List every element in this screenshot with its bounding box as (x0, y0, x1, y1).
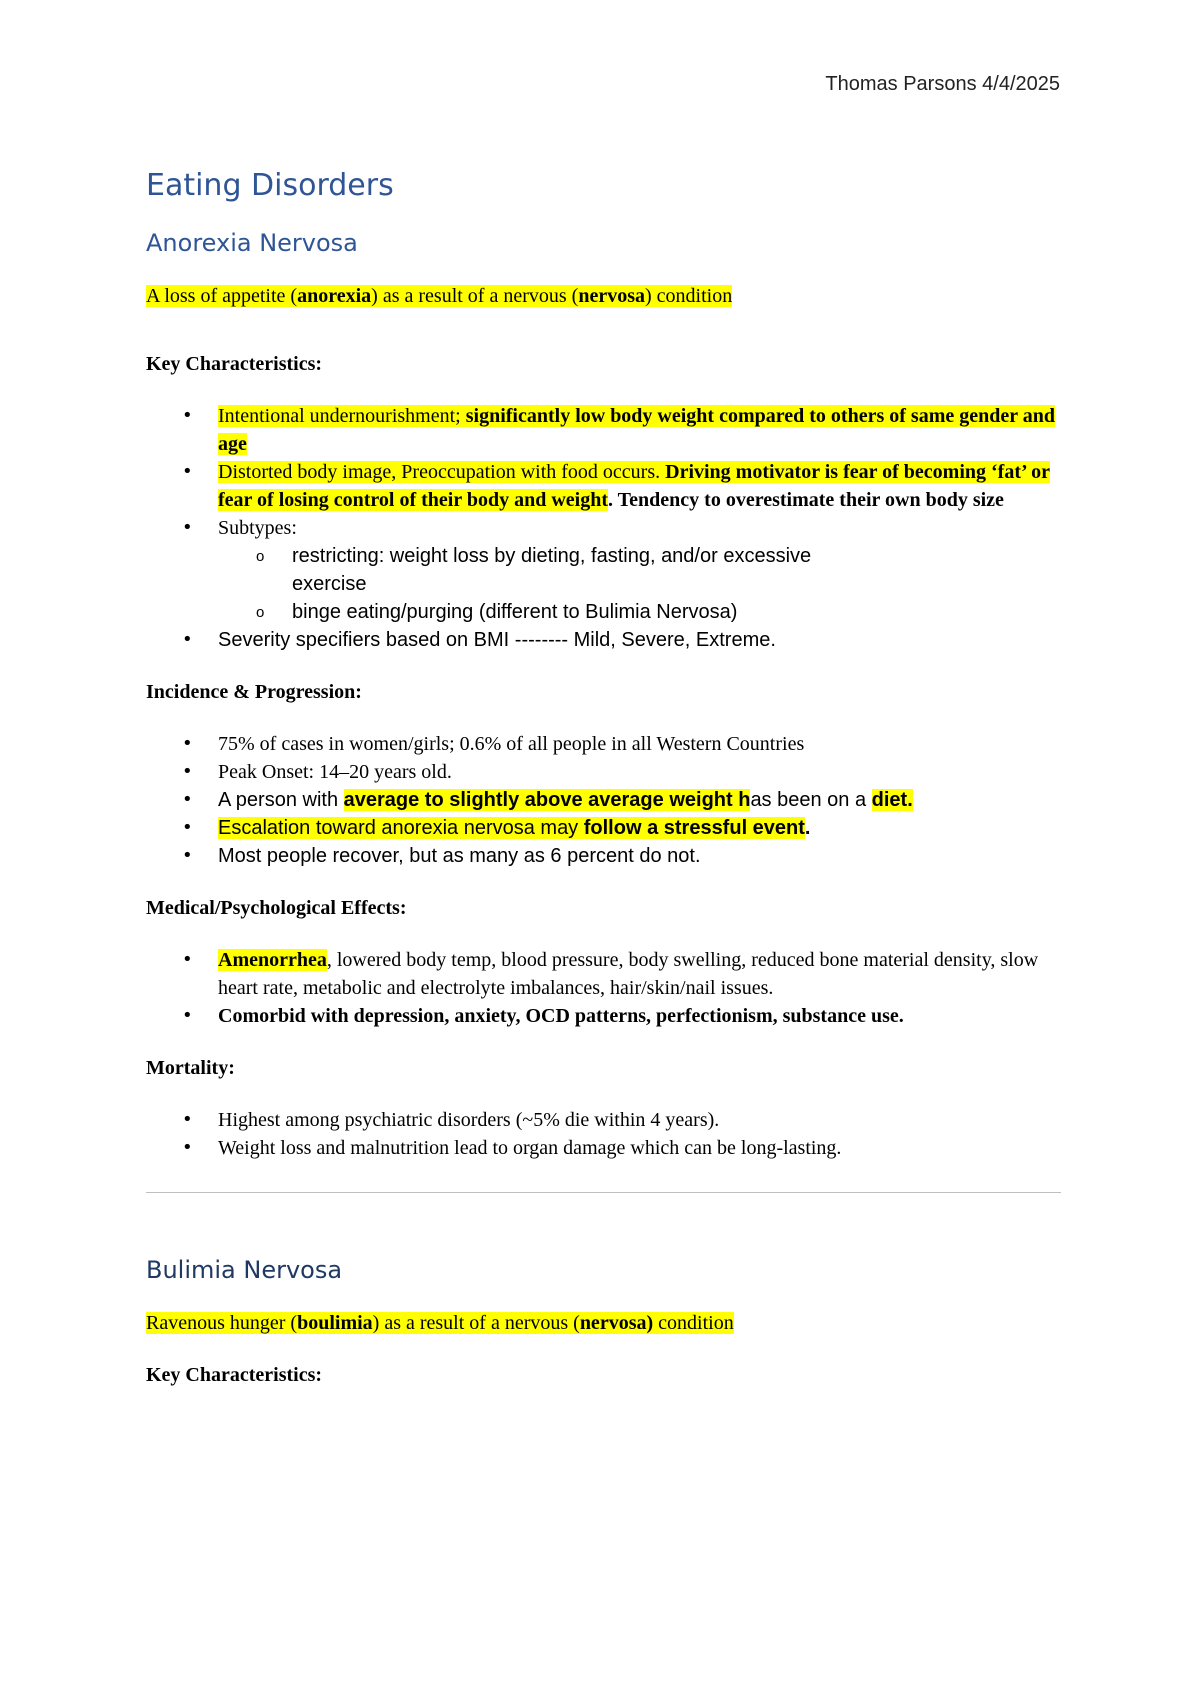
incidence-list (146, 730, 1061, 870)
item-emphasis: Driving motivator is fear of becoming ‘fat’ or fear of losing control of their body and weight (218, 461, 1050, 511)
definition-term: nervosa (578, 285, 645, 307)
item-emphasis: Amenorrhea (218, 949, 327, 971)
item-text: Intentional undernourishment; (218, 405, 466, 427)
list-item (146, 758, 1061, 786)
list-item (146, 402, 1061, 458)
list-item (146, 842, 1061, 870)
sub-list-item (146, 542, 1061, 598)
item-text: Peak Onset: 14–20 years old. (218, 761, 452, 783)
list-item (146, 1106, 1061, 1134)
item-text: , lowered body temp, blood pressure, body swelling, reduced bone material density, slow heart rate, metabolic and electrolyte imbalances, hair/skin/nail issues. (218, 949, 1039, 999)
key-characteristics-list (146, 402, 1061, 654)
item-text: as been on a (750, 789, 872, 811)
page-title: Eating Disorders (146, 168, 394, 203)
definition-term: nervosa) (579, 1312, 654, 1334)
item-text: A person with (218, 789, 344, 811)
definition-term: boulimia (297, 1312, 373, 1334)
subtypes-list (146, 542, 1061, 626)
mortality-list (146, 1106, 1061, 1162)
section-heading-anorexia: Anorexia Nervosa (146, 229, 358, 257)
definition-text: A loss of appetite ( (146, 285, 298, 307)
definition-text: Ravenous hunger ( (146, 1312, 298, 1334)
item-text: Most people recover, but as many as 6 percent do not. (218, 845, 701, 867)
bulimia-key-characteristics-label: Key Characteristics: (146, 1364, 323, 1386)
item-emphasis: Comorbid with depression, anxiety, OCD patterns, perfectionism, substance use. (218, 1005, 904, 1027)
definition-term: anorexia (297, 285, 372, 307)
incidence-label: Incidence & Progression: (146, 681, 362, 703)
list-item (146, 626, 1061, 654)
mortality-label: Mortality: (146, 1057, 235, 1079)
effects-list (146, 946, 1061, 1030)
definition-highlight (146, 285, 732, 307)
item-text: Severity specifiers based on BMI -------- Mild, Severe, Extreme. (218, 629, 776, 651)
item-text: restricting: weight loss by dieting, fasting, and/or excessive exercise (292, 545, 812, 595)
definition-highlight (146, 1312, 734, 1334)
effects-label: Medical/Psychological Effects: (146, 897, 407, 919)
item-emphasis: diet. (871, 789, 913, 811)
item-text: Weight loss and malnutrition lead to organ damage which can be long-lasting. (218, 1137, 842, 1159)
list-item (146, 786, 1061, 814)
item-text: 75% of cases in women/girls; 0.6% of all people in all Western Countries (218, 733, 805, 755)
list-item (146, 458, 1061, 514)
list-item (146, 1002, 1061, 1030)
item-text: Escalation toward anorexia nervosa may (218, 817, 584, 839)
item-text: Distorted body image, Preoccupation with food occurs. (218, 461, 666, 483)
definition-text: ) as a result of a nervous ( (372, 1312, 580, 1334)
item-emphasis: average to slightly above average weight h (343, 789, 751, 811)
list-item (146, 730, 1061, 758)
definition-text: ) condition (645, 285, 733, 307)
anorexia-definition (146, 282, 1061, 310)
item-text: binge eating/purging (different to Bulimia Nervosa) (292, 601, 738, 623)
item-text: Subtypes: (218, 517, 297, 539)
section-heading-bulimia: Bulimia Nervosa (146, 1256, 343, 1284)
document-body (146, 168, 1061, 1389)
bulimia-definition (146, 1309, 1061, 1337)
list-item (146, 814, 1061, 842)
key-characteristics-label: Key Characteristics: (146, 353, 323, 375)
author-date-header: Thomas Parsons 4/4/2025 (825, 73, 1060, 95)
item-emphasis: follow a stressful event (583, 817, 805, 839)
item-emphasis: significantly low body weight compared to others of same gender and age (218, 405, 1055, 455)
item-emphasis: . (804, 817, 811, 839)
definition-text: condition (653, 1312, 734, 1334)
list-item (146, 514, 1061, 626)
list-item (146, 946, 1061, 1002)
item-emphasis: . Tendency to overestimate their own body size (608, 489, 1004, 511)
definition-text: ) as a result of a nervous ( (371, 285, 579, 307)
list-item (146, 1134, 1061, 1162)
sub-list-item (146, 598, 1061, 626)
item-text: Highest among psychiatric disorders (~5% die within 4 years). (218, 1109, 720, 1131)
